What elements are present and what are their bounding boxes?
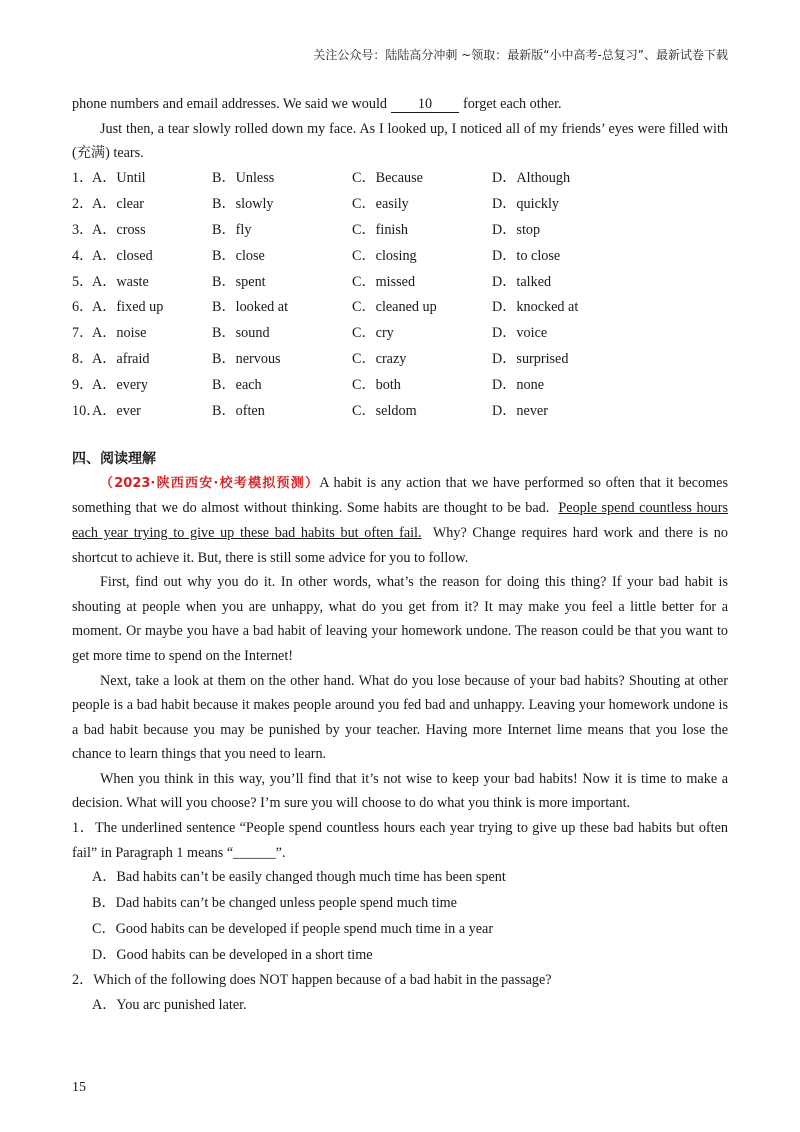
options-table — [72, 166, 728, 424]
option-b: B．looked at — [212, 299, 289, 316]
reading-paragraph-3: Next, take a look at them on the other hand. What do you lose because of your bad habits? Shouting at other people is a bad habit because it makes people around you fed bad and unhappy. Leaving your homework undone is a bad habit because you may be punished by your teacher. Having more Internet lime means that you lose the chance to learn things that you need to learn. — [72, 672, 728, 763]
passage-end-line — [72, 92, 728, 117]
question-choice: C．Good habits can be developed if people spend much time in a year — [92, 920, 494, 937]
option-a: A．fixed up — [92, 299, 164, 316]
passage-text: forget each other. — [462, 96, 562, 112]
option-row — [72, 243, 728, 269]
option-c: C．seldom — [352, 402, 417, 419]
option-b: B．often — [212, 402, 265, 419]
option-number: 7． — [72, 325, 94, 342]
option-row — [72, 166, 728, 192]
option-d: D．Although — [492, 170, 571, 187]
option-c: C．finish — [352, 221, 408, 238]
option-number: 1． — [72, 170, 94, 187]
option-c: C．missed — [352, 273, 416, 290]
option-d: D．knocked at — [492, 299, 579, 316]
option-b: B．fly — [212, 221, 252, 238]
option-d: D．voice — [492, 325, 548, 342]
page-number: 15 — [72, 1080, 86, 1095]
option-d: D．to close — [492, 247, 561, 264]
question-choice: A．Bad habits can’t be easily changed though much time has been spent — [92, 869, 506, 886]
option-row — [72, 217, 728, 243]
passage-text: phone numbers and email addresses. We said we would — [72, 96, 387, 112]
option-b: B．nervous — [212, 350, 281, 367]
option-d: D．quickly — [492, 196, 559, 213]
paragraph-text: A habit is any action that we have performed so often that it becomes something that we do almost without thinking. Some habits are thought to be bad. — [72, 474, 729, 517]
option-b: B．slowly — [212, 196, 274, 213]
passage-paragraph: Just then, a tear slowly rolled down my face. As I looked up, I noticed all of my friends’ eyes were filled with (充满) tears. — [72, 120, 728, 162]
question-choice: A．You arc punished later. — [92, 997, 247, 1014]
option-number: 9． — [72, 376, 94, 393]
option-a: A．every — [92, 376, 148, 393]
option-a: A．Until — [92, 170, 146, 187]
question-stem: 1．The underlined sentence “People spend countless hours each year trying to give up these bad habits but often fail” in Paragraph 1 means “______”. — [72, 820, 728, 861]
option-number: 3． — [72, 221, 94, 238]
option-c: C．closing — [352, 247, 417, 264]
option-row — [72, 398, 728, 424]
option-a: A．clear — [92, 196, 144, 213]
option-number: 2． — [72, 196, 94, 213]
option-c: C．crazy — [352, 350, 407, 367]
question-choice: B．Dad habits can’t be changed unless people spend much time — [92, 895, 457, 912]
option-d: D．none — [492, 376, 545, 393]
option-row — [72, 321, 728, 347]
reading-paragraph-2: First, find out why you do it. In other words, what’s the reason for doing this thing? If your bad habit is shouting at people when you are unhappy, what do you get from it? It may make you feel a little better for a moment. Or maybe you have a bad habit of leaving your homework undone. The reason could be that you want to get more time to spend on the Internet! — [72, 574, 728, 664]
option-b: B．close — [212, 247, 265, 264]
option-number: 6． — [72, 299, 94, 316]
option-d: D．stop — [492, 221, 541, 238]
paragraph-text: Why? Change requires hard work and there is no shortcut to achieve it. But, there is still some advice for you to follow. — [72, 524, 728, 566]
answer-blank: 10 — [391, 97, 459, 113]
reading-paragraph-4: When you think in this way, you’ll find that it’s not wise to keep your bad habits! Now it is time to make a decision. What will you choose? I’m sure you will choose to do what you think is more important. — [72, 770, 728, 812]
option-row — [72, 295, 728, 321]
option-d: D．surprised — [492, 350, 569, 367]
option-a: A．afraid — [92, 350, 150, 367]
option-a: A．waste — [92, 273, 149, 290]
option-c: C．easily — [352, 196, 409, 213]
page-header: 关注公众号：陆陆高分冲刺 ~领取：最新版“小中高考-总复习”、最新试卷下载 — [313, 48, 728, 62]
option-row — [72, 269, 728, 295]
option-c: C．Because — [352, 170, 423, 187]
option-c: C．both — [352, 376, 401, 393]
option-b: B．Unless — [212, 170, 275, 187]
reading-paragraph-1 — [72, 471, 728, 570]
underlined-sentence: People spend countless hours each year trying to give up these bad habits but often fail. — [72, 500, 729, 541]
source-tag: （2023·陕西西安·校考模拟预测） — [100, 475, 320, 491]
option-number: 8． — [72, 350, 94, 367]
option-b: B．spent — [212, 273, 266, 290]
option-c: C．cleaned up — [352, 299, 437, 316]
option-b: B．each — [212, 376, 262, 393]
option-number: 10． — [72, 402, 101, 419]
option-row — [72, 372, 728, 398]
option-a: A．noise — [92, 325, 147, 342]
question-stem: 2．Which of the following does NOT happen because of a bad habit in the passage? — [72, 972, 552, 989]
option-d: D．talked — [492, 273, 552, 290]
page-content — [72, 92, 728, 1019]
option-c: C．cry — [352, 325, 394, 342]
option-a: A．ever — [92, 402, 141, 419]
option-b: B．sound — [212, 325, 270, 342]
option-row — [72, 192, 728, 218]
option-a: A．cross — [92, 221, 146, 238]
option-a: A．closed — [92, 247, 153, 264]
question-choice: D．Good habits can be developed in a short time — [92, 946, 373, 963]
option-number: 4． — [72, 247, 94, 264]
option-row — [72, 346, 728, 372]
option-d: D．never — [492, 402, 548, 419]
option-number: 5． — [72, 273, 94, 290]
section-title: 四、阅读理解 — [72, 450, 156, 467]
